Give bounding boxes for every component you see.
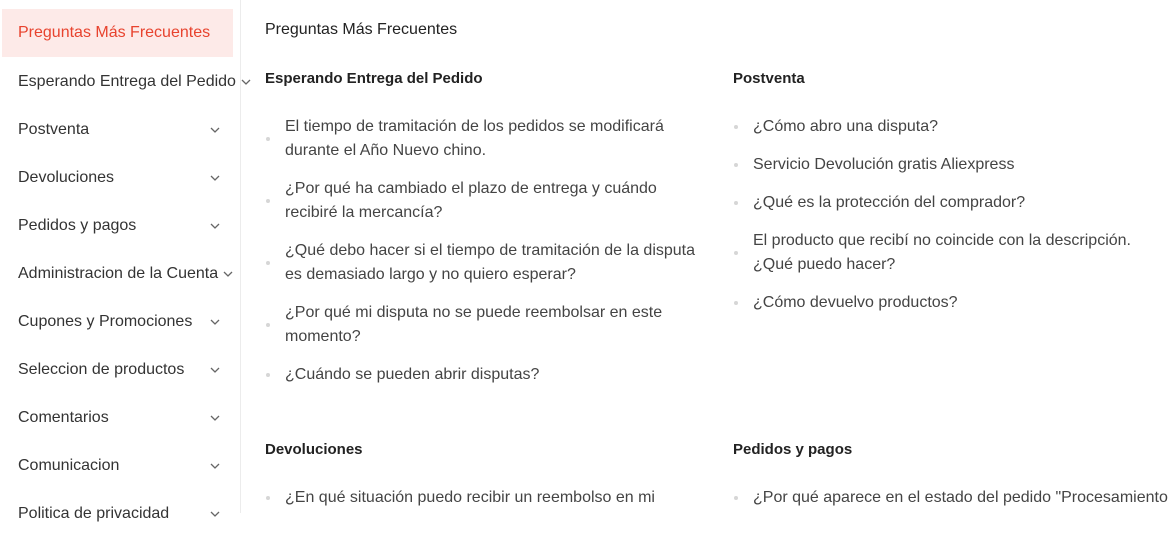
question-list xyxy=(265,486,705,510)
chevron-down-icon xyxy=(240,76,252,88)
bullet-icon xyxy=(734,163,738,167)
section-title: Postventa xyxy=(733,70,805,87)
sidebar-item-pedidos-pagos[interactable] xyxy=(2,202,233,250)
bullet-icon xyxy=(266,261,270,265)
sidebar-item-label: Postventa xyxy=(18,121,90,138)
question-text: ¿Qué es la protección del comprador? xyxy=(753,194,1026,211)
question-link[interactable] xyxy=(733,153,1173,177)
question-link[interactable] xyxy=(265,363,705,387)
section-title: Esperando Entrega del Pedido xyxy=(265,70,483,87)
sidebar-item-seleccion[interactable] xyxy=(2,346,233,394)
question-link[interactable] xyxy=(733,229,1173,277)
chevron-down-icon xyxy=(209,412,221,424)
section-waiting-delivery xyxy=(265,69,705,401)
question-text: ¿Por qué mi disputa no se puede reembolsar en este momento? xyxy=(285,304,663,345)
bullet-icon xyxy=(266,496,270,500)
sidebar-item-postventa[interactable] xyxy=(2,106,233,154)
section-title: Pedidos y pagos xyxy=(733,441,853,458)
chevron-down-icon xyxy=(209,172,221,184)
sidebar-item-privacidad[interactable] xyxy=(2,490,233,538)
question-link[interactable] xyxy=(265,486,705,510)
bullet-icon xyxy=(266,323,270,327)
question-link[interactable] xyxy=(733,486,1168,510)
section-devoluciones xyxy=(265,440,705,524)
question-link[interactable] xyxy=(733,291,1173,315)
sidebar-item-devoluciones[interactable] xyxy=(2,154,233,202)
sidebar-item-cuenta[interactable] xyxy=(2,250,233,298)
sidebar-item-label: Preguntas Más Frecuentes xyxy=(18,24,211,41)
question-link[interactable] xyxy=(265,177,705,225)
question-link[interactable] xyxy=(265,115,705,163)
sidebar-item-label: Esperando Entrega del Pedido xyxy=(18,73,236,90)
bullet-icon xyxy=(734,201,738,205)
chevron-down-icon xyxy=(222,268,234,280)
question-text: ¿Por qué aparece en el estado del pedido "Procesamiento xyxy=(753,489,1168,506)
chevron-down-icon xyxy=(209,508,221,520)
sidebar-item-comunicacion[interactable] xyxy=(2,442,233,490)
chevron-down-icon xyxy=(209,316,221,328)
bullet-icon xyxy=(734,496,738,500)
question-text: ¿Cuándo se pueden abrir disputas? xyxy=(285,366,540,383)
chevron-down-icon xyxy=(209,220,221,232)
bullet-icon xyxy=(266,199,270,203)
question-text: El producto que recibí no coincide con la descripción. ¿Qué puedo hacer? xyxy=(753,232,1131,273)
bullet-icon xyxy=(734,251,738,255)
question-list xyxy=(733,115,1173,315)
question-text: ¿Cómo devuelvo productos? xyxy=(753,294,958,311)
chevron-down-icon xyxy=(209,460,221,472)
sidebar-item-label: Administracion de la Cuenta xyxy=(18,265,219,282)
question-link[interactable] xyxy=(265,239,705,287)
question-link[interactable] xyxy=(733,115,1173,139)
section-pedidos-pagos xyxy=(733,440,1168,524)
page-title: Preguntas Más Frecuentes xyxy=(265,21,458,38)
question-text: El tiempo de tramitación de los pedidos se modificará durante el Año Nuevo chino. xyxy=(285,118,664,159)
sidebar xyxy=(0,0,241,522)
sidebar-item-cupones[interactable] xyxy=(2,298,233,346)
sidebar-item-label: Pedidos y pagos xyxy=(18,217,137,234)
section-title: Devoluciones xyxy=(265,441,363,458)
sidebar-item-label: Comentarios xyxy=(18,409,109,426)
question-link[interactable] xyxy=(265,301,705,349)
question-list xyxy=(265,115,705,387)
question-link[interactable] xyxy=(733,191,1173,215)
chevron-down-icon xyxy=(209,124,221,136)
sidebar-item-label: Devoluciones xyxy=(18,169,115,186)
sidebar-item-label: Cupones y Promociones xyxy=(18,313,193,330)
bullet-icon xyxy=(266,373,270,377)
chevron-down-icon xyxy=(209,364,221,376)
bullet-icon xyxy=(734,301,738,305)
question-list xyxy=(733,486,1168,510)
bullet-icon xyxy=(734,125,738,129)
faq-main xyxy=(265,0,1168,513)
sidebar-item-label: Politica de privacidad xyxy=(18,505,170,522)
question-text: ¿En qué situación puedo recibir un reembolso en mi xyxy=(285,489,655,506)
sidebar-item-label: Seleccion de productos xyxy=(18,361,185,378)
sidebar-item-comentarios[interactable] xyxy=(2,394,233,442)
section-postventa xyxy=(733,69,1173,329)
question-text: ¿Cómo abro una disputa? xyxy=(753,118,938,135)
question-text: Servicio Devolución gratis Aliexpress xyxy=(753,156,1015,173)
question-text: ¿Por qué ha cambiado el plazo de entrega y cuándo recibiré la mercancía? xyxy=(285,180,657,221)
question-text: ¿Qué debo hacer si el tiempo de tramitación de la disputa es demasiado largo y no quiero esperar? xyxy=(285,242,696,283)
sidebar-item-label: Comunicacion xyxy=(18,457,120,474)
bullet-icon xyxy=(266,137,270,141)
sidebar-item-waiting-delivery[interactable] xyxy=(2,58,236,106)
sidebar-item-faq[interactable] xyxy=(2,9,233,57)
